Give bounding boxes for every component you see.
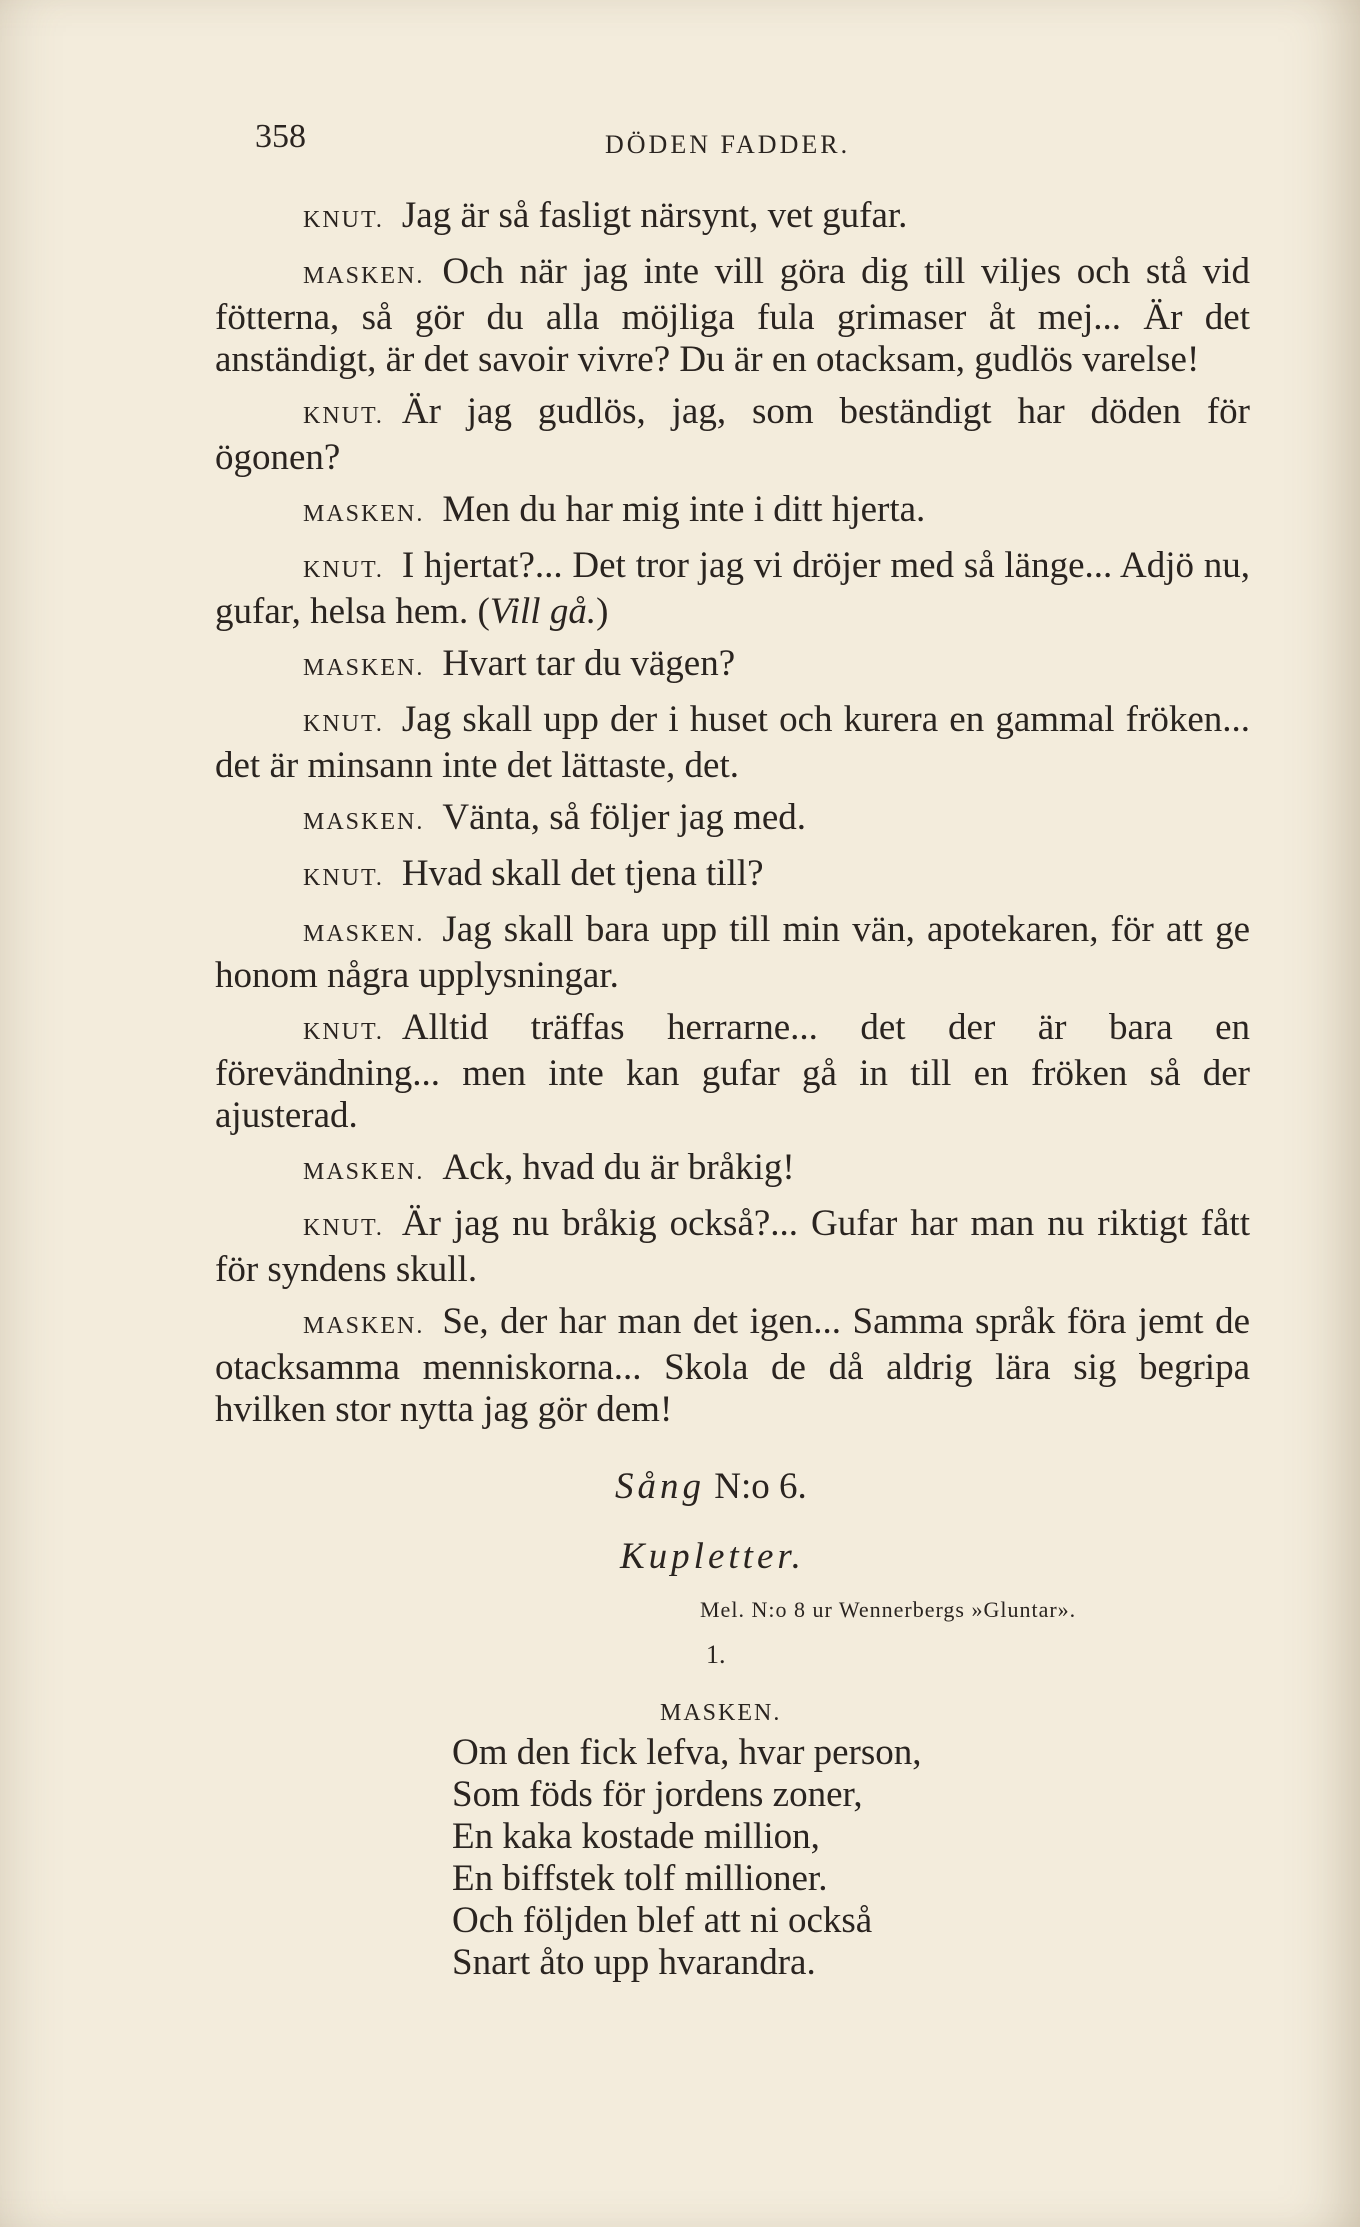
speech-text: Vänta, så följer jag med. — [442, 797, 807, 838]
speech-paragraph — [215, 1147, 1250, 1193]
speaker-name: MASKEN. — [303, 655, 425, 681]
speech-paragraph — [215, 643, 1250, 689]
verse-line: En kaka kostade million, — [452, 1816, 820, 1857]
speech-text: Hvart tar du vägen? — [442, 643, 736, 684]
song-number-value: N:o 6. — [714, 1466, 807, 1507]
speech-text: Jag är så fasligt närsynt, vet gufar. — [401, 195, 908, 236]
speech-text: I hjertat?... Det tror jag vi dröjer med så länge... Adjö nu, gufar, helsa hem. ( — [215, 545, 1250, 632]
stage-direction: Vill gå. — [489, 591, 597, 632]
speech-text: Och när jag inte vill göra dig till viljes och stå vid fötterna, så gör du alla möjliga fula grimaser åt mej... Är det anständigt, är det savoir vivre? Du är en otacksam, gudlös varelse! — [215, 251, 1250, 380]
speech-paragraph — [215, 1301, 1250, 1431]
song-verse — [452, 1732, 922, 1984]
speech-text: Jag skall bara upp till min vän, apotekaren, för att ge honom några upplysningar. — [215, 909, 1250, 996]
speech-text: Är jag nu bråkig också?... Gufar har man nu riktigt fått för syndens skull. — [215, 1203, 1250, 1290]
speaker-name: KNUT. — [303, 557, 384, 583]
speech-text: Men du har mig inte i ditt hjerta. — [442, 489, 926, 530]
speaker-name: KNUT. — [303, 207, 384, 233]
song-title: Kupletter. — [620, 1536, 805, 1577]
song-number-word: Sång — [615, 1466, 705, 1507]
song-number — [615, 1465, 807, 1508]
speech-text: Är jag gudlös, jag, som beständigt har döden för ögonen? — [215, 391, 1250, 478]
speech-paragraph — [215, 545, 1250, 633]
speaker-name: KNUT. — [303, 1215, 384, 1241]
speaker-name: MASKEN. — [303, 1159, 425, 1185]
verse-number: 1. — [706, 1640, 726, 1669]
speech-text: Jag skall upp der i huset och kurera en gammal fröken... det är minsann inte det lättaste, det. — [215, 699, 1250, 786]
speaker-name: MASKEN. — [303, 809, 425, 835]
speaker-name: KNUT. — [303, 865, 384, 891]
speaker-name: KNUT. — [303, 403, 384, 429]
speaker-name: MASKEN. — [303, 501, 425, 527]
verse-speaker: MASKEN. — [660, 1700, 782, 1726]
speech-paragraph — [215, 251, 1250, 381]
page-number: 358 — [255, 118, 306, 155]
verse-line: En biffstek tolf millioner. — [452, 1858, 828, 1899]
dialogue-text — [215, 195, 1250, 1441]
verse-line: Snart åto upp hvarandra. — [452, 1942, 816, 1983]
speech-paragraph — [215, 1203, 1250, 1291]
speech-paragraph — [215, 853, 1250, 899]
speaker-name: MASKEN. — [303, 263, 425, 289]
speaker-name: KNUT. — [303, 711, 384, 737]
speech-text: Ack, hvad du är bråkig! — [442, 1147, 795, 1188]
stage-direction-close: ) — [596, 591, 609, 632]
melody-note: Mel. N:o 8 ur Wennerbergs »Gluntar». — [700, 1597, 1077, 1622]
speech-paragraph — [215, 909, 1250, 997]
speech-paragraph — [215, 797, 1250, 843]
page-header — [255, 118, 1245, 168]
verse-line: Och följden blef att ni också — [452, 1900, 873, 1941]
speech-paragraph — [215, 1007, 1250, 1137]
speaker-name: MASKEN. — [303, 921, 425, 947]
speaker-name: KNUT. — [303, 1019, 384, 1045]
speech-paragraph — [215, 489, 1250, 535]
speech-paragraph — [215, 699, 1250, 787]
verse-line: Om den fick lefva, hvar person, — [452, 1732, 922, 1773]
running-head: DÖDEN FADDER. — [605, 130, 851, 159]
speech-text: Hvad skall det tjena till? — [401, 853, 764, 894]
verse-line: Som föds för jordens zoner, — [452, 1774, 863, 1815]
speech-text: Alltid träffas herrarne... det der är bara en förevändning... men inte kan gufar gå in till en fröken så der ajusterad. — [215, 1007, 1250, 1136]
speaker-name: MASKEN. — [303, 1313, 425, 1339]
speech-paragraph — [215, 391, 1250, 479]
speech-paragraph — [215, 195, 1250, 241]
speech-text: Se, der har man det igen... Samma språk föra jemt de otacksamma menniskorna... Skola de då aldrig lära sig begripa hvilken stor nytta jag gör dem! — [215, 1301, 1250, 1430]
